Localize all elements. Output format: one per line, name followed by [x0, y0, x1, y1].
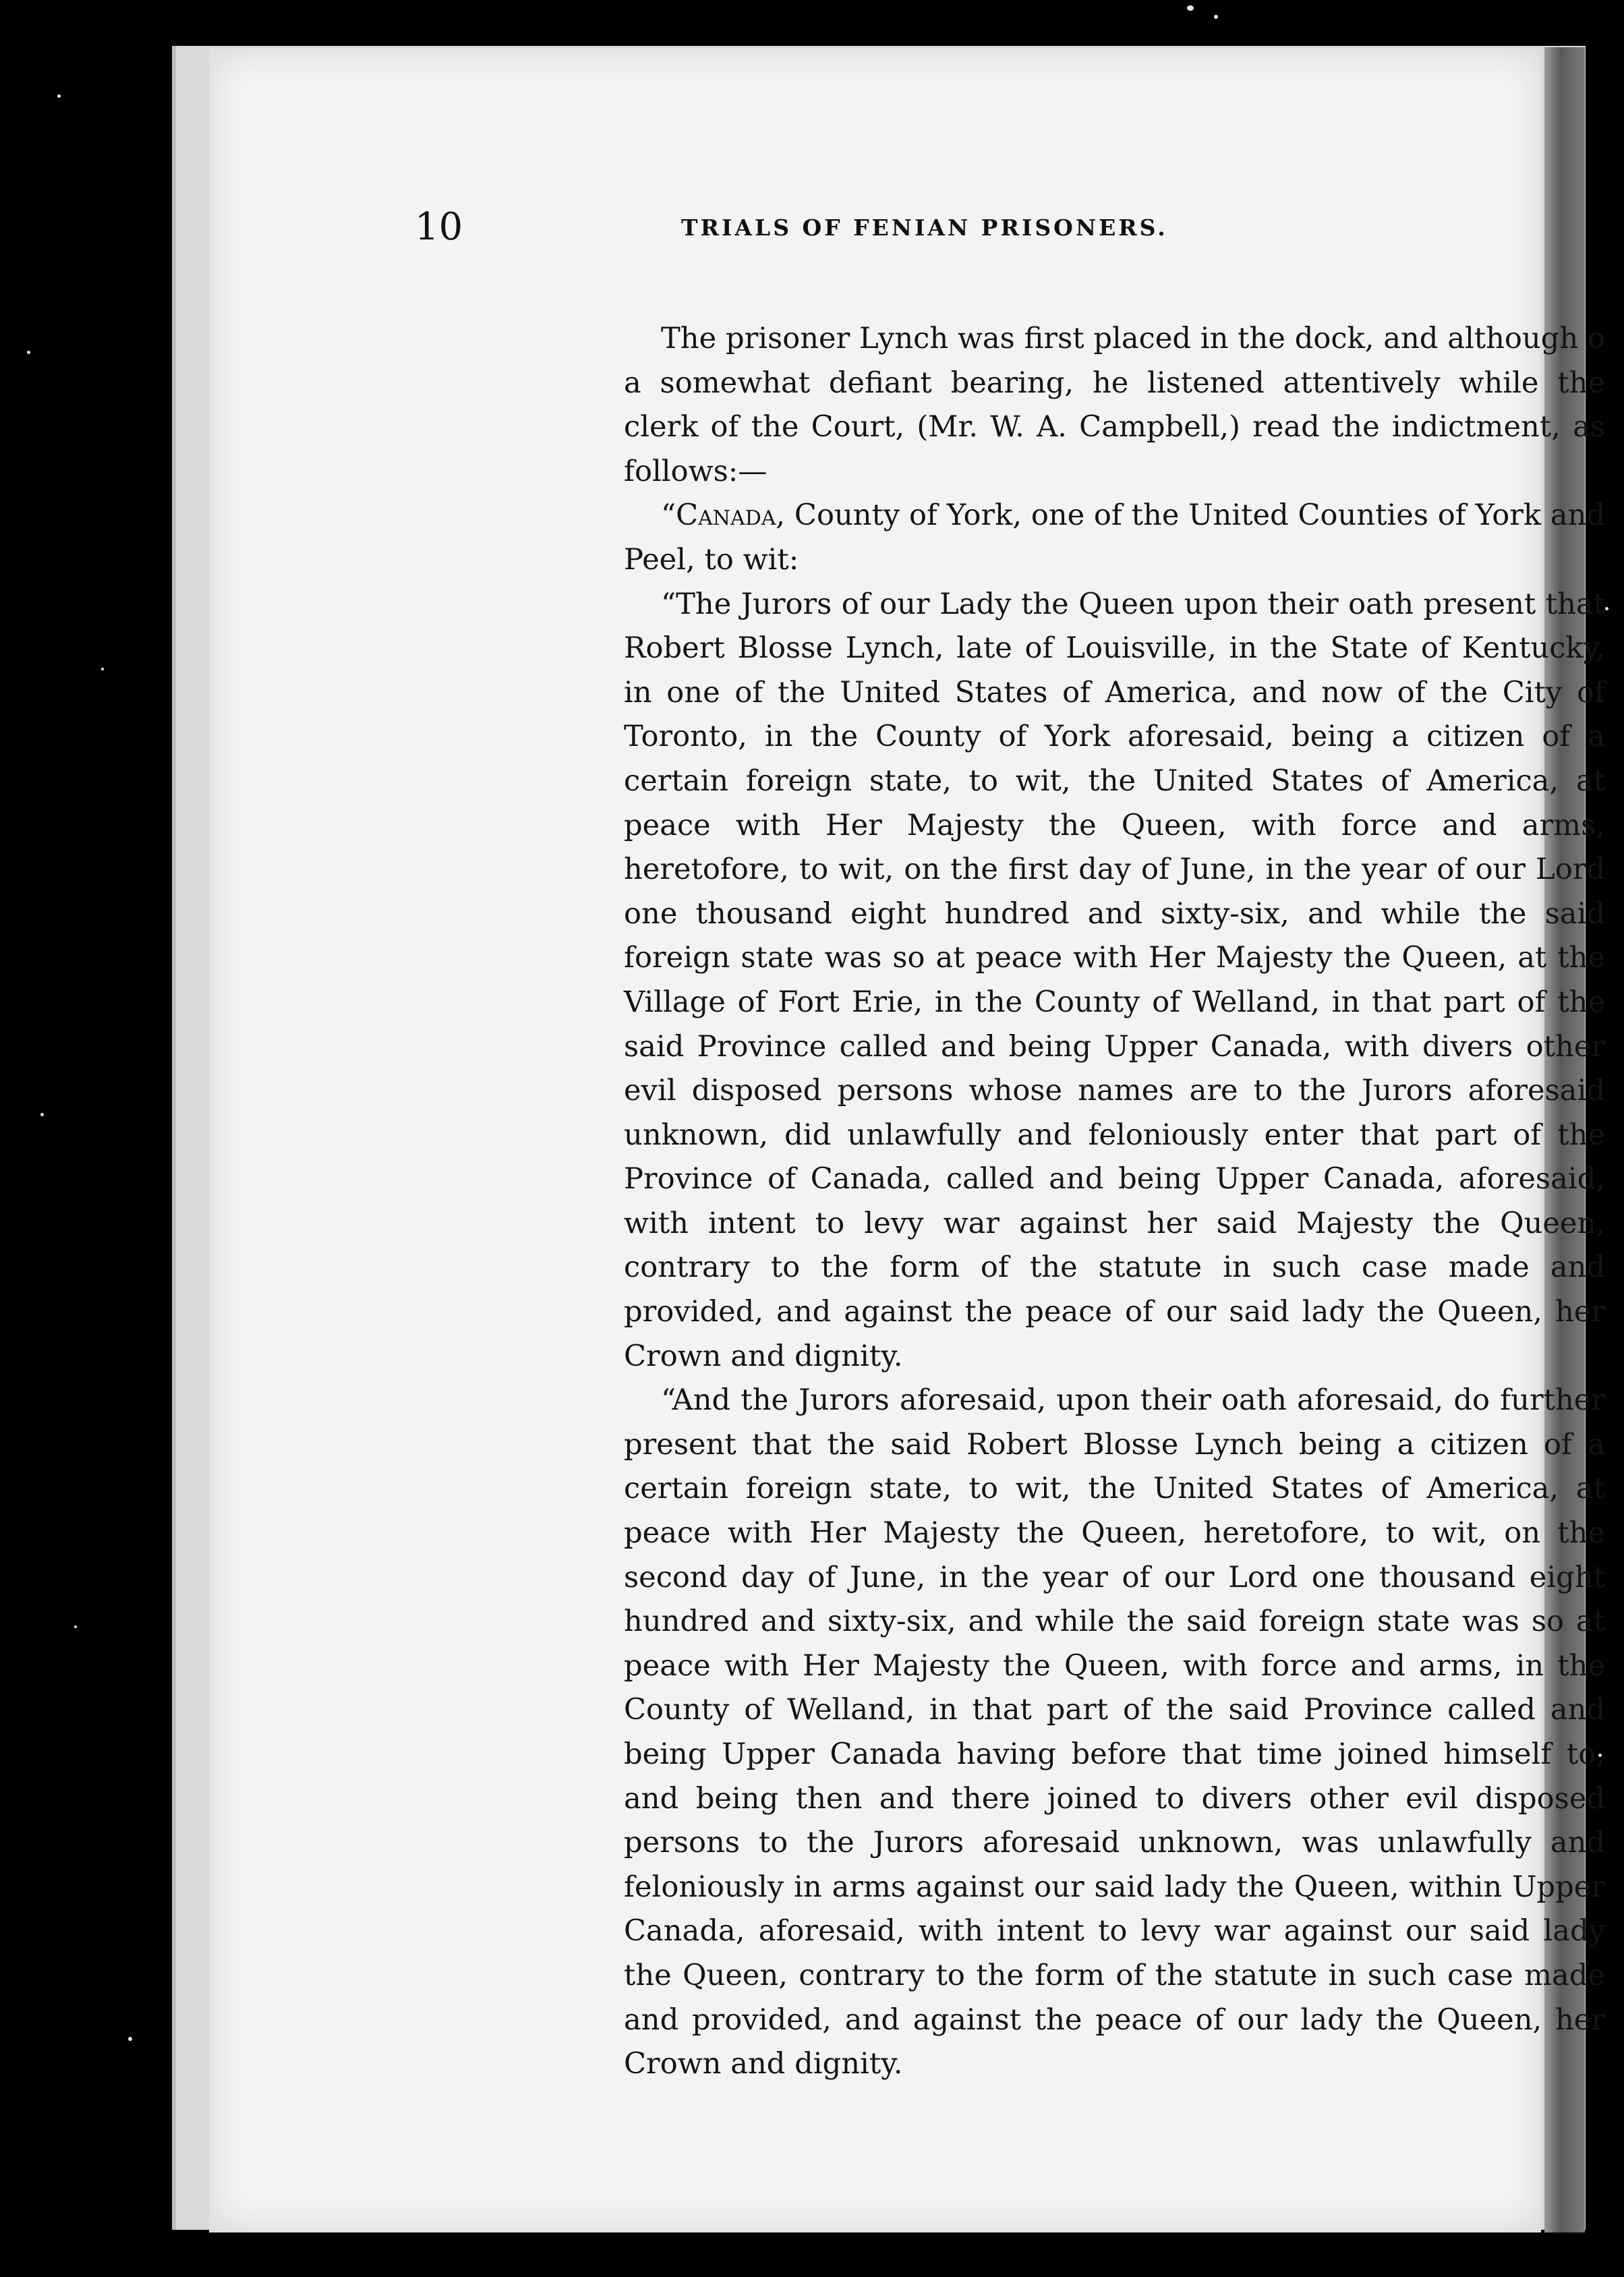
book-page	[209, 49, 1605, 2232]
scan-speckle	[57, 94, 61, 98]
page-number: 10	[415, 205, 463, 249]
scan-speckle	[74, 1625, 77, 1628]
body-text	[624, 317, 1605, 2087]
scan-speckle	[1214, 15, 1218, 19]
scan-speckle	[128, 2037, 132, 2041]
scan-speckle	[40, 1113, 44, 1116]
page-header	[209, 205, 1541, 272]
scan-speckle	[27, 351, 30, 354]
scan-speckle	[1187, 5, 1194, 11]
running-head: TRIALS OF FENIAN PRISONERS.	[681, 214, 1168, 241]
paragraph	[624, 494, 1605, 582]
paragraph: “And the Jurors aforesaid, upon their oath aforesaid, do further present that the said Robert Blosse Lynch being a citizen of a certain foreign state, to wit, the United States of America, at peace with Her Majesty the Queen, heretofore, to wit, on the second day of June, in the year of our Lord one thousand eight hundred and sixty-six, and while the said foreign state was so at peace with Her Majesty the Queen, with force and arms, in the County of Welland, in that part of the said Province called and being Upper Canada having before that time joined himself to, and being then and there joined to divers other evil disposed persons to the Jurors aforesaid unknown, was unlawfully and feloniously in arms against our said lady the Queen, within Upper Canada, aforesaid, with intent to levy war against our said lady the Queen, contrary to the form of the statute in such case made and provided, and against the peace of our lady the Queen, her Crown and dignity.	[624, 1383, 1605, 2081]
paragraph-lead: “Canada,	[661, 498, 786, 533]
scan-speckle	[1605, 607, 1608, 610]
paragraph-body: County of York, one of the United Counties of York and Peel, to wit:	[624, 498, 1605, 577]
paragraph: “The Jurors of our Lady the Queen upon their oath present that Robert Blosse Lynch, late of Louisville, in the State of Kentucky, in one of the United States of America, and now of the City of Toronto, in the County of York aforesaid, being a citizen of a certain foreign state, to wit, the United States of America, at peace with Her Majesty the Queen, with force and arms, heretofore, to wit, on the first day of June, in the year of our Lord one thousand eight hundred and sixty-six, and while the said foreign state was so at peace with Her Majesty the Queen, at the Village of Fort Erie, in the County of Welland, in that part of the said Province called and being Upper Canada, with divers other evil disposed persons whose names are to the Jurors aforesaid unknown, did unlawfully and feloniously enter that part of the Province of Canada, called and being Upper Canada, aforesaid, with intent to levy war against her said Majesty the Queen, contrary to the form of the statute in such case made and provided, and against the peace of our said lady the Queen, her Crown and dignity.	[624, 587, 1605, 1373]
scan-speckle	[101, 668, 104, 670]
paragraph: The prisoner Lynch was first placed in the dock, and although o a somewhat defiant bearing, he listened attentively while the clerk of the Court, (Mr. W. A. Campbell,) read the indictment, as follows:—	[624, 322, 1605, 488]
